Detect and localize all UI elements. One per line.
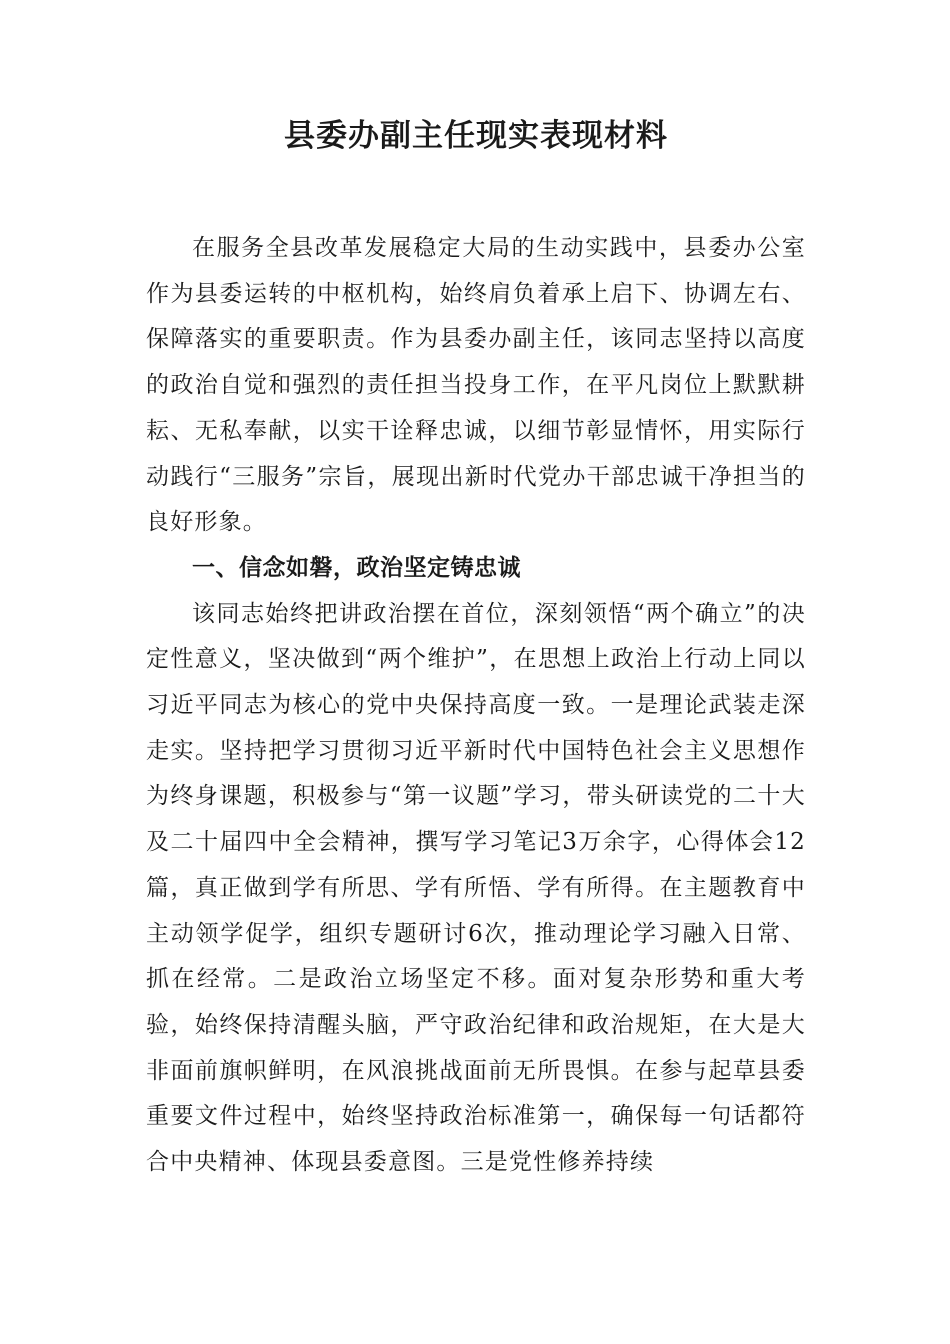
- section-heading-1: 一、信念如磐，政治坚定铸忠诚: [192, 554, 521, 581]
- document-page: [146, 108, 806, 1186]
- document-body: [146, 226, 806, 1186]
- document-title: 县委办副主任现实表现材料: [284, 118, 668, 154]
- section-1-paragraph: 该同志始终把讲政治摆在首位，深刻领悟“两个确立”的决定性意义，坚决做到“两个维护”，在思想上政治上行动上同以习近平同志为核心的党中央保持高度一致。一是理论武装走深走实。坚持把学习贯彻习近平新时代中国特色社会主义思想作为终身课题，积极参与“第一议题”学习，带头研读党的二十大及二十届四中全会精神，撰写学习笔记3万余字，心得体会12篇，真正做到学有所思、学有所悟、学有所得。在主题教育中主动领学促学，组织专题研讨6次，推动理论学习融入日常、抓在经常。二是政治立场坚定不移。面对复杂形势和重大考验，始终保持清醒头脑，严守政治纪律和政治规矩，在大是大非面前旗帜鲜明，在风浪挑战面前无所畏惧。在参与起草县委重要文件过程中，始终坚持政治标准第一，确保每一句话都符合中央精神、体现县委意图。三是党性修养持续: [146, 600, 806, 1176]
- intro-paragraph: 在服务全县改革发展稳定大局的生动实践中，县委办公室作为县委运转的中枢机构，始终肩负着承上启下、协调左右、保障落实的重要职责。作为县委办副主任，该同志坚持以高度的政治自觉和强烈的责任担当投身工作，在平凡岗位上默默耕耘、无私奉献，以实干诠释忠诚，以细节彰显情怀，用实际行动践行“三服务”宗旨，展现出新时代党办干部忠诚干净担当的良好形象。: [146, 235, 806, 536]
